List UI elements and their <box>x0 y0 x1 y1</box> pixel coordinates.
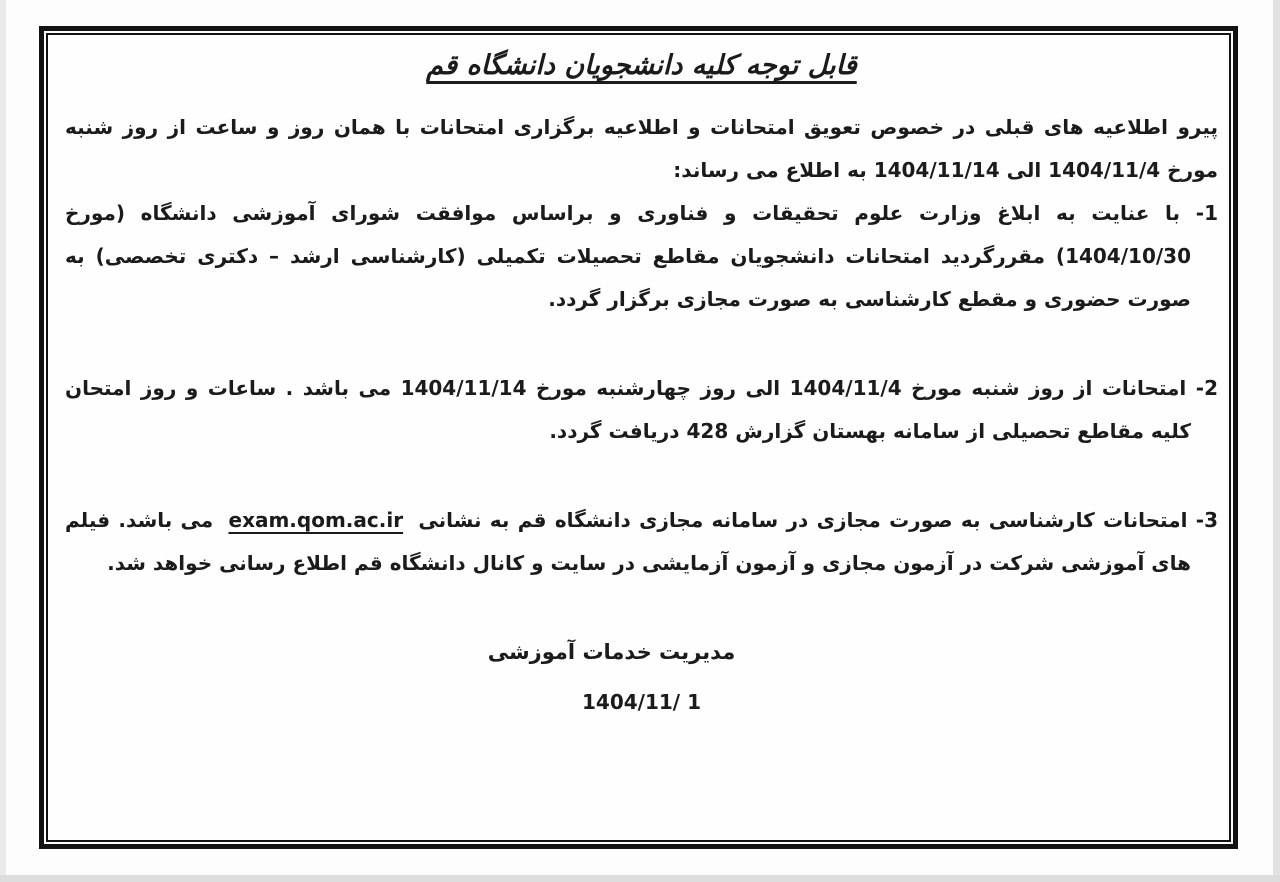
item-3-text-after-link: می باشد. فیلم های آموزشی شرکت در آزمون مجازی و آزمون آزمایشی در سایت و کانال دانشگاه قم اطلاع رسانی خواهد شد. <box>65 508 1191 575</box>
notice-items <box>65 192 1218 585</box>
scan-edge-left <box>0 0 6 882</box>
title-row <box>65 47 1218 86</box>
signature-block <box>65 631 1218 716</box>
item-2-number: 2- <box>1195 376 1218 400</box>
intro-paragraph: پیرو اطلاعیه های قبلی در خصوص تعویق امتحانات و اطلاعیه برگزاری امتحانات با همان روز و ساعت از روز شنبه مورخ 1404/11/4 الی 1404/11/14 به اطلاع می رساند: <box>65 115 1218 182</box>
notice-frame <box>39 26 1238 849</box>
item-3-text-before-link: امتحانات کارشناسی به صورت مجازی در سامانه مجازی دانشگاه قم به نشانی <box>418 508 1188 532</box>
signature-date: 1404/11/ 1 <box>582 690 701 714</box>
scan-edge-right <box>1273 0 1280 882</box>
exam-site-link[interactable]: exam.qom.ac.ir <box>228 508 404 532</box>
scan-edge-bottom <box>0 875 1280 882</box>
notice-item-3 <box>65 499 1218 585</box>
item-1-text: با عنایت به ابلاغ وزارت علوم تحقیقات و فناوری و براساس موافقت شورای آموزشی دانشگاه (مورخ 1404/10/30) مقررگردید امتحانات دانشجویان مقاطع تحصیلات تکمیلی (کارشناسی ارشد – دکتری تخصصی) به صورت حضوری و مقطع کارشناسی به صورت مجازی برگزار گردد. <box>65 201 1191 311</box>
notice-title: قابل توجه کلیه دانشجویان دانشگاه قم <box>426 50 857 81</box>
item-2-text: امتحانات از روز شنبه مورخ 1404/11/4 الی روز چهارشنبه مورخ 1404/11/14 می باشد . ساعات و روز امتحان کلیه مقاطع تحصیلی از سامانه بهستان گزارش 428 دریافت گردد. <box>65 376 1191 443</box>
notice-item-1 <box>65 192 1218 321</box>
item-1-number: 1- <box>1195 201 1218 225</box>
notice-frame-inner-rule <box>46 33 1231 842</box>
notice-item-2 <box>65 367 1218 453</box>
signature-name: مدیریت خدمات آموزشی <box>487 640 736 664</box>
notice-content <box>48 35 1229 716</box>
item-3-number: 3- <box>1195 508 1218 532</box>
